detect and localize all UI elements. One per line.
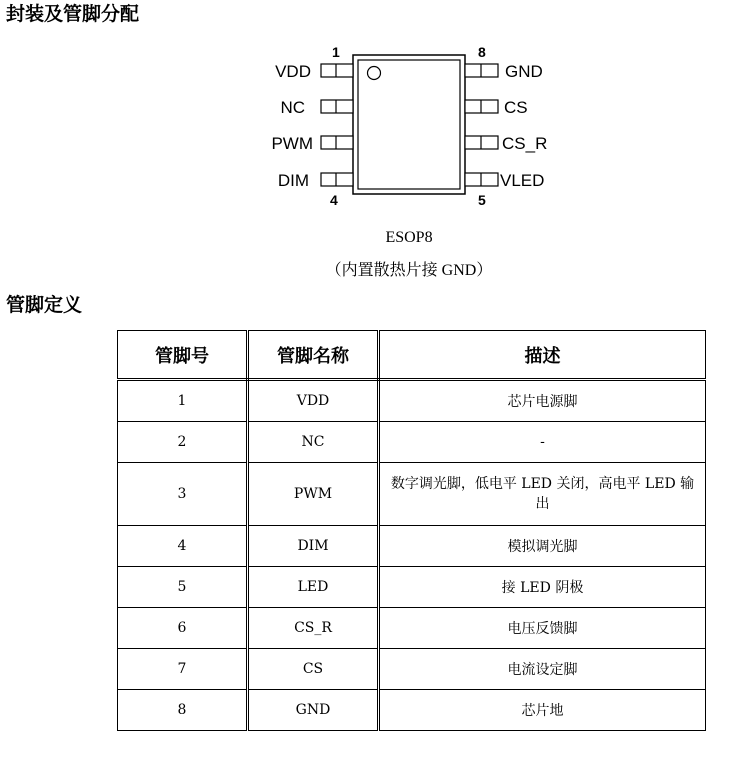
pin-description-cell: 模拟调光脚 bbox=[379, 526, 706, 567]
pin-label-dim: DIM bbox=[277, 171, 309, 190]
right-pin-leads bbox=[465, 64, 498, 186]
pin-number-cell: 3 bbox=[118, 463, 248, 526]
pin-label-nc: NC bbox=[280, 98, 305, 117]
pin-number-5: 5 bbox=[478, 192, 486, 208]
table-row bbox=[118, 422, 706, 463]
header-pin-name: 管脚名称 bbox=[248, 331, 379, 380]
pin-number-cell: 8 bbox=[118, 690, 248, 731]
pin-number-cell: 1 bbox=[118, 380, 248, 422]
pin-description-cell: 接 LED 阴极 bbox=[379, 567, 706, 608]
pin-number-cell: 7 bbox=[118, 649, 248, 690]
left-pin-leads bbox=[321, 64, 353, 186]
pin-number-cell: 2 bbox=[118, 422, 248, 463]
pin-label-vdd: VDD bbox=[275, 62, 311, 81]
pin-definition-section-title: 管脚定义 bbox=[6, 294, 83, 316]
pin-name-cell: DIM bbox=[248, 526, 379, 567]
pin-description-cell: - bbox=[379, 422, 706, 463]
package-name: ESOP8 bbox=[385, 229, 433, 246]
chip-body bbox=[353, 55, 465, 194]
table-row bbox=[118, 649, 706, 690]
pin-name-cell: CS bbox=[248, 649, 379, 690]
table-header-row bbox=[118, 331, 706, 380]
pin-description-cell: 电流设定脚 bbox=[379, 649, 706, 690]
pin-name-cell: CS_R bbox=[248, 608, 379, 649]
pin-label-pwm: PWM bbox=[271, 134, 313, 153]
pin-number-8: 8 bbox=[478, 44, 486, 60]
pin-name-cell: LED bbox=[248, 567, 379, 608]
header-description: 描述 bbox=[379, 331, 706, 380]
header-pin-number: 管脚号 bbox=[118, 331, 248, 380]
pin-description-cell: 芯片地 bbox=[379, 690, 706, 731]
table-row bbox=[118, 380, 706, 422]
pin-label-vled: VLED bbox=[500, 171, 545, 190]
table-row bbox=[118, 567, 706, 608]
table-row bbox=[118, 690, 706, 731]
pin-label-cs: CS bbox=[504, 98, 528, 117]
pin-description-cell: 芯片电源脚 bbox=[379, 380, 706, 422]
pin-description-cell: 数字调光脚，低电平 LED 关闭，高电平 LED 输出 bbox=[379, 463, 706, 526]
pin-number-cell: 4 bbox=[118, 526, 248, 567]
pin-number-cell: 6 bbox=[118, 608, 248, 649]
pin-name-cell: PWM bbox=[248, 463, 379, 526]
pin-name-cell: VDD bbox=[248, 380, 379, 422]
package-note: （内置散热片接 GND） bbox=[325, 262, 493, 279]
pin-number-4: 4 bbox=[330, 192, 338, 208]
pin-name-cell: GND bbox=[248, 690, 379, 731]
table-row bbox=[118, 526, 706, 567]
pin-label-gnd: GND bbox=[505, 62, 543, 81]
esop8-package-diagram bbox=[0, 0, 729, 290]
pin-name-cell: NC bbox=[248, 422, 379, 463]
pin-label-cs-r: CS_R bbox=[502, 134, 548, 153]
table-row bbox=[118, 463, 706, 526]
table-row bbox=[118, 608, 706, 649]
pin-definition-table bbox=[117, 330, 706, 731]
package-section-title: 封装及管脚分配 bbox=[6, 3, 140, 25]
pin-number-cell: 5 bbox=[118, 567, 248, 608]
pin-description-cell: 电压反馈脚 bbox=[379, 608, 706, 649]
pin-number-1: 1 bbox=[332, 44, 340, 60]
